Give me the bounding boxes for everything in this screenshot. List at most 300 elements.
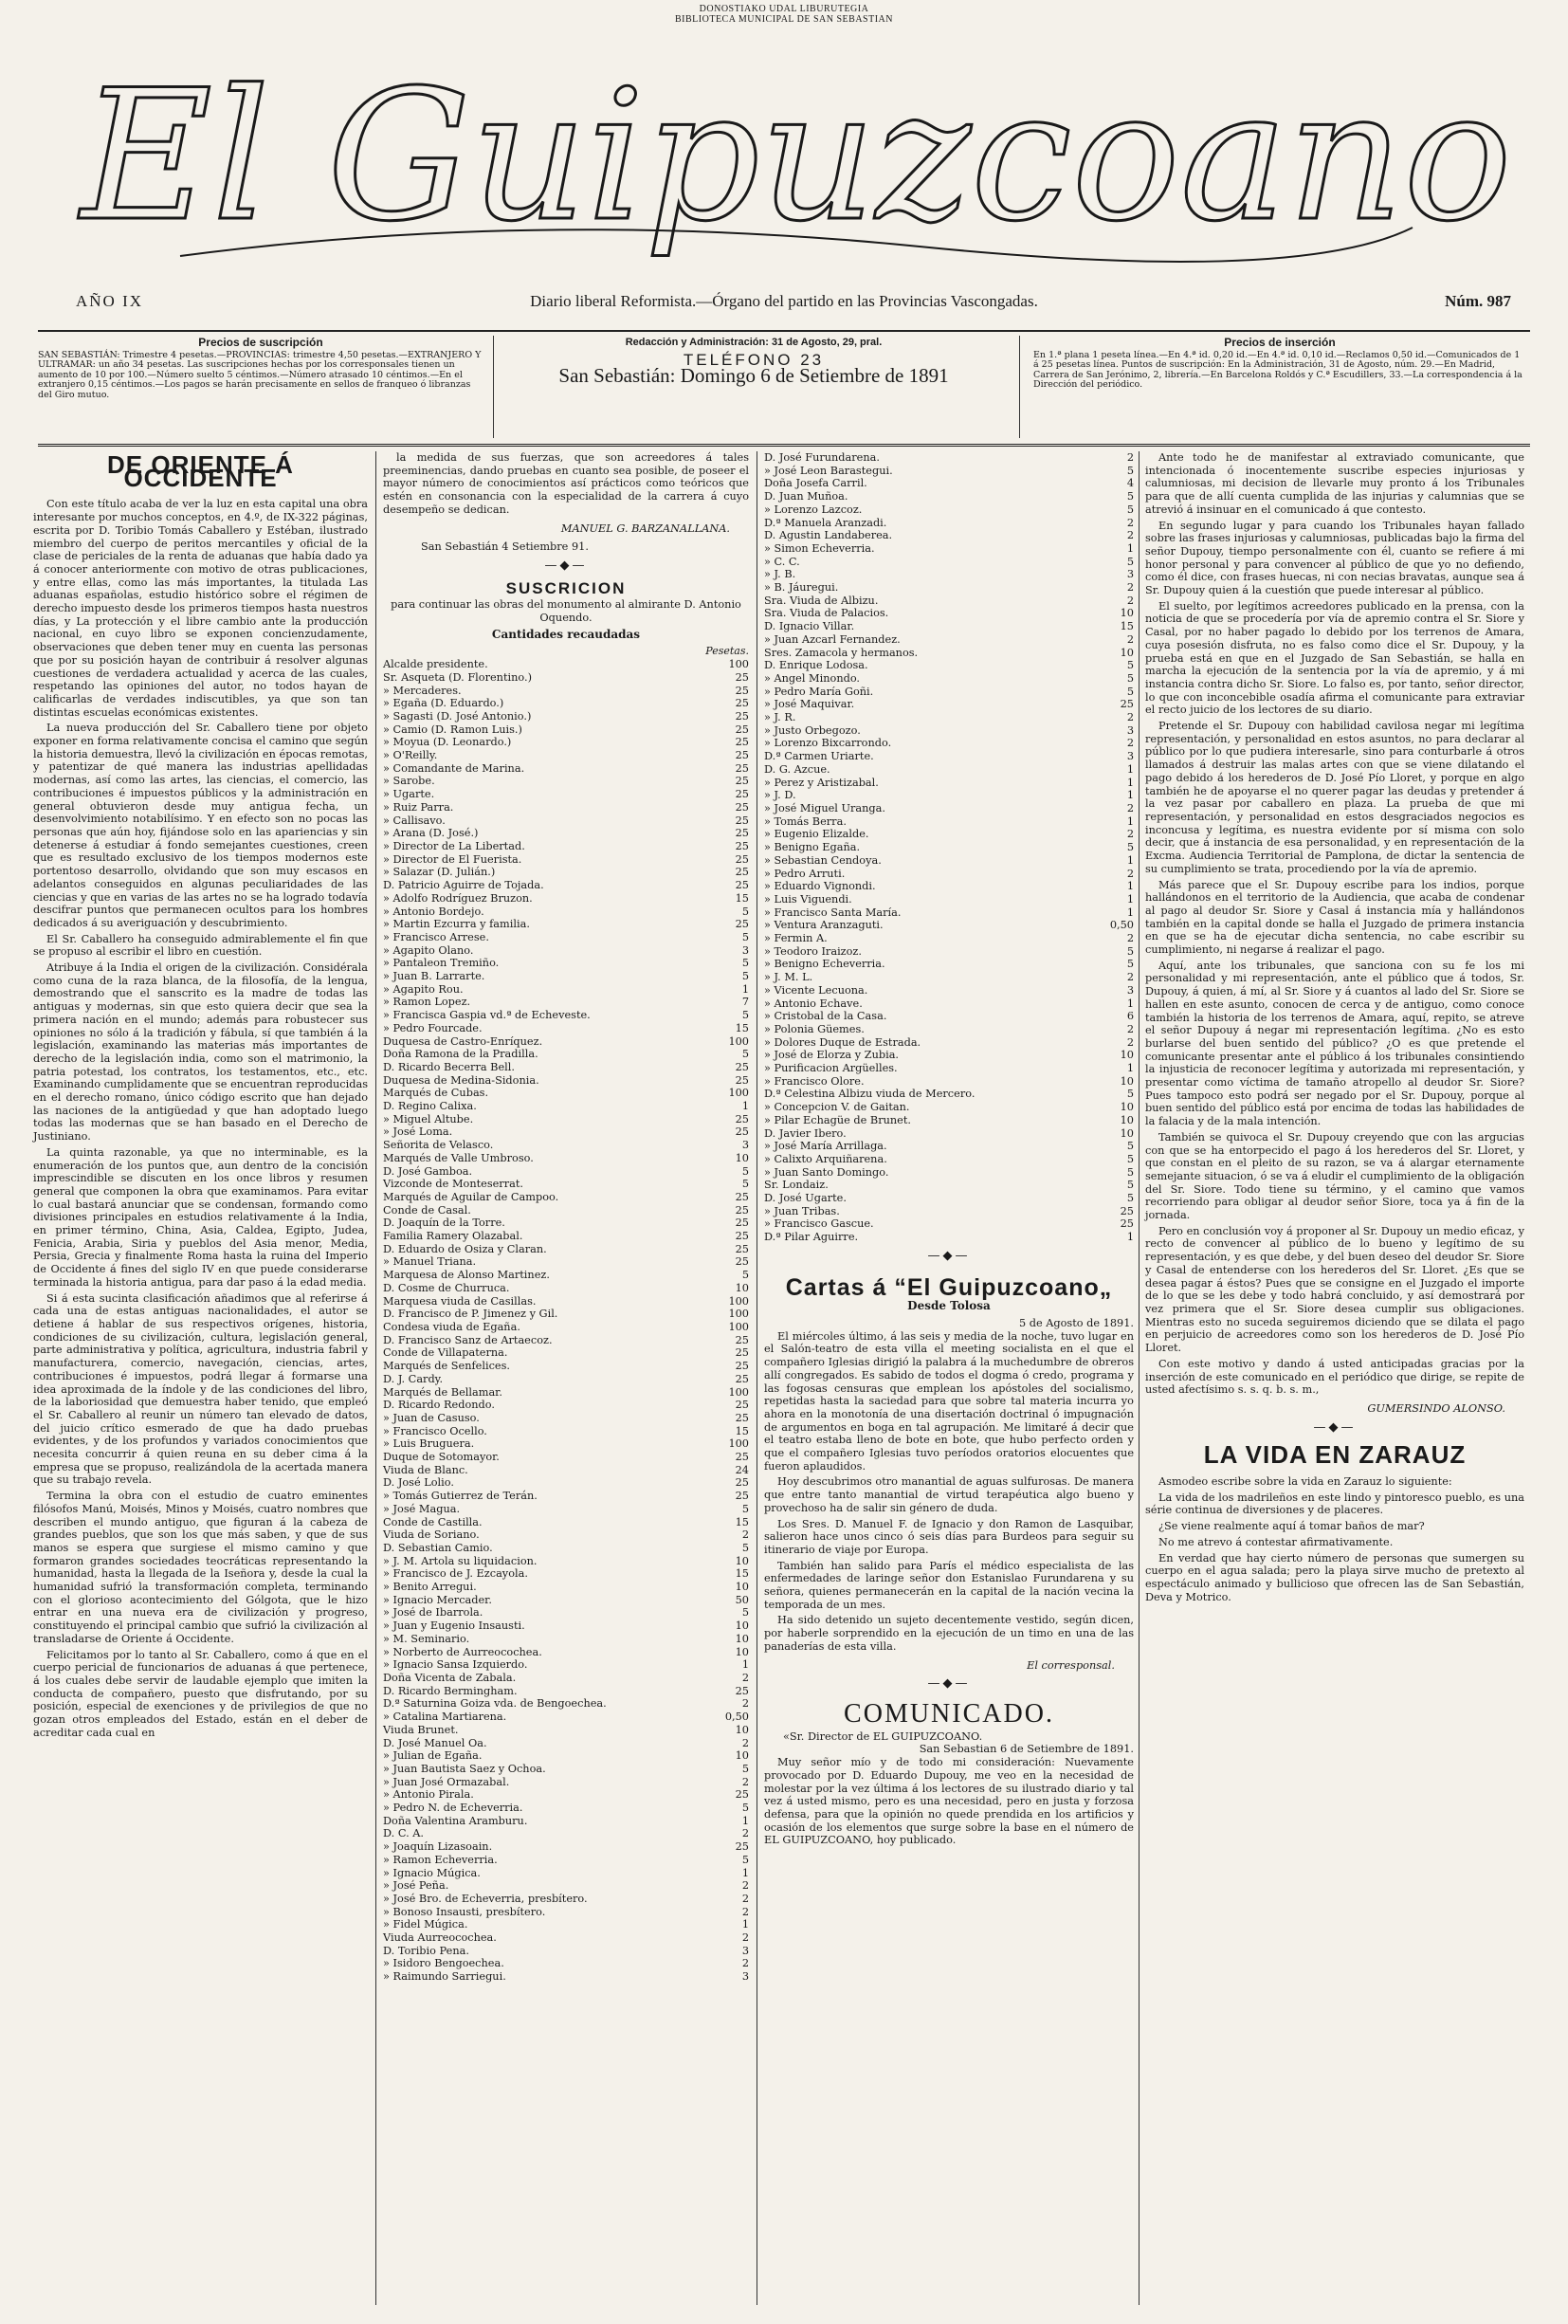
column-2 <box>383 451 749 2305</box>
donor-amount: 25 <box>735 814 749 827</box>
divider <box>1019 336 1020 438</box>
donor-entry <box>764 1217 1134 1231</box>
donor-name: D. Cosme de Churruca. <box>383 1281 510 1294</box>
donor-entry <box>383 1581 749 1594</box>
donor-amount: 25 <box>735 1451 749 1464</box>
donor-name: » José María Arrillaga. <box>764 1140 887 1153</box>
donor-amount: 5 <box>741 1853 749 1866</box>
zarauz-body <box>1145 1475 1524 1603</box>
donor-entry <box>764 581 1134 595</box>
column-rule <box>375 451 376 2305</box>
donor-amount: 5 <box>741 1269 749 1282</box>
donor-name: Viuda de Blanc. <box>383 1463 468 1476</box>
donor-name: D. José Manuel Oa. <box>383 1736 487 1749</box>
donor-amount: 2 <box>1126 516 1134 529</box>
donor-name: » O'Reilly. <box>383 749 438 762</box>
donor-amount: 10 <box>735 1723 749 1736</box>
donor-amount: 10 <box>1120 1101 1134 1114</box>
donor-entry <box>383 892 749 906</box>
donor-amount: 1 <box>1126 776 1134 789</box>
donor-amount: 5 <box>741 1048 749 1061</box>
donor-amount: 25 <box>735 709 749 723</box>
donor-name: Señorita de Velasco. <box>383 1139 494 1152</box>
donor-entry <box>383 1230 749 1243</box>
donor-entry <box>383 814 749 828</box>
donor-entry <box>383 1931 749 1945</box>
paragraph: Ante todo he de manifestar al extraviado comunicante, que intencionada ó inocentemente suscribe especies injuriosas y calumniosas, mi decision de llevarle muy pronto á los Tribunales para que de allí cuenta cumplida de las injurias y calumnias que se atrevió á insinuar en el comunicado á que contesto. <box>1145 451 1524 516</box>
issue-number: Núm. 987 <box>1445 292 1511 310</box>
donor-entry <box>764 906 1134 920</box>
donor-entry <box>383 1061 749 1074</box>
donor-amount: 2 <box>1126 1022 1134 1035</box>
donor-amount: 2 <box>741 1827 749 1840</box>
donor-name: Marqués de Valle Umbroso. <box>383 1151 534 1164</box>
donor-entry <box>764 880 1134 893</box>
donor-name: » Lorenzo Lazcoz. <box>764 503 863 516</box>
donor-name: Marquesa de Alonso Martinez. <box>383 1269 550 1282</box>
donor-name: » José de Ibarrola. <box>383 1606 483 1619</box>
donor-entry <box>764 686 1134 699</box>
donor-amount: 5 <box>1126 1140 1134 1153</box>
phone: TELÉFONO 23 <box>683 350 825 369</box>
donor-amount: 25 <box>735 918 749 931</box>
donor-entry <box>383 1945 749 1958</box>
paragraph: El suelto, por legítimos acreedores publicado en la prensa, con la noticia de que se procedería por vía de apremio contra el Sr. Siore y Casal, por no haber pagado lo debido por los terrenos de Amara, cuya posesión disfruta, no es falso como dice el Sr. Dupouy, y la prueba está en que en el Juzgado de San Sebastián, se halla en marcha la ejecución de la sentencia por la vía de apremio, y á mi instancia contra dicho Sr. Siore. Lo falso es, por tanto, señor director, lo que con inconcebible osadía afirma el comunicante para extraviar el recto juicio de los lectores de su diario. <box>1145 599 1524 717</box>
paragraph: Pero en conclusión voy á proponer al Sr. Dupouy un medio eficaz, y recto de convencer al público de lo bueno y legítimo de su representación, y es que debe, y del buen deseo del deudor Sr. Siore y Casal de entenderse con los herederos del Sr. Lloret. ¿Es que se desea pagar á éstos? Pues que se consigne en el Juzgado el importe de lo que se les debe y todo habrá concluido, y así demostrará por vez primera que el Sr. Siore desea cumplir sus obligaciones. Mientras esto no suceda seguiremos diciendo que se dilata el pago en perjuicio de acreedores como son los herederos de D. José Pío Lloret. <box>1145 1224 1524 1355</box>
donor-name: » José Miguel Uranga. <box>764 801 885 814</box>
donor-amount: 100 <box>728 1034 749 1048</box>
donor-entry <box>383 775 749 788</box>
donor-entry <box>764 841 1134 854</box>
donor-name: » J. D. <box>764 789 796 802</box>
paragraph: Con este título acaba de ver la luz en esta capital una obra interesante por muchos conceptos, en 4.º, de IX-322 páginas, escrita por D. Toribio Tomás Caballero y Estéban, ilustrado miembro del cuerpo de peritos mercantiles y oficial de la clase de periciales de la renta de aduanas que había dado ya á conocer anteriormente con motivo de otras publicaciones, y entre ellas, como las más importantes, la titulada Las aduanas españolas, estudio histórico sobre el régimen de derecho impuesto desde los primeros tiempos hasta nuestros días, y La protección y el libre cambio ante la producción nacional, en cuyo libro se exponen concienzudamente, observaciones que deben tener muy en cuenta las personas que por su posición hayan de contribuir á resolver algunas cuestiones de verdadera actualidad y acerca de las cuales, respetando las opiniones del autor, no todos hayan de calificarlas de verdades indiscutibles, ya que son tan distintas escuelas económicas existentes. <box>33 498 368 719</box>
donor-entry <box>383 1100 749 1113</box>
donor-entry <box>383 736 749 749</box>
donor-entry <box>383 866 749 879</box>
donor-entry <box>764 1114 1134 1127</box>
donor-name: » Juan Bautista Saez y Ochoa. <box>383 1762 546 1775</box>
donor-entry <box>383 1139 749 1152</box>
donor-entry <box>383 1528 749 1542</box>
donor-entry <box>383 1346 749 1360</box>
donor-amount: 15 <box>735 1515 749 1528</box>
donor-amount: 25 <box>1120 1204 1134 1217</box>
donor-entry <box>383 1711 749 1724</box>
comunicado-body <box>764 1756 1134 1847</box>
donor-name: » Vicente Lecuona. <box>764 983 868 997</box>
donor-name: » Simon Echeverria. <box>764 541 875 555</box>
donor-name: » Juan José Ormazabal. <box>383 1775 510 1788</box>
donor-name: Conde de Casal. <box>383 1203 471 1217</box>
donor-amount: 25 <box>735 1190 749 1203</box>
donor-entry <box>764 958 1134 971</box>
donor-entry <box>764 868 1134 881</box>
donor-entry <box>383 1918 749 1931</box>
donor-entry <box>383 723 749 737</box>
donor-amount: 1 <box>1126 997 1134 1010</box>
donor-entry <box>764 1101 1134 1114</box>
donor-amount: 25 <box>735 697 749 710</box>
donor-name: » Salazar (D. Julián.) <box>383 866 496 879</box>
donor-name: » Antonio Bordejo. <box>383 905 484 918</box>
donor-entry <box>383 1022 749 1035</box>
donor-name: » Sagasti (D. José Antonio.) <box>383 709 532 723</box>
donor-name: » Dolores Duque de Estrada. <box>764 1035 921 1049</box>
donor-amount: 2 <box>1126 581 1134 595</box>
donor-name: » Pantaleon Tremiño. <box>383 957 500 970</box>
subscription-list-title: SUSCRICION <box>505 578 627 597</box>
donor-name: Sra. Viuda de Palacios. <box>764 607 889 620</box>
donor-amount: 2 <box>741 1697 749 1711</box>
archive-line-1: DONOSTIAKO UDAL LIBURUTEGIA <box>699 4 869 14</box>
donor-amount: 5 <box>741 970 749 983</box>
donor-name: » Miguel Altube. <box>383 1112 474 1125</box>
donor-name: » Ventura Aranzaguti. <box>764 919 884 932</box>
paragraph: También se quivoca el Sr. Dupouy creyendo que con las argucias con que se ha entorpecido el pago á los herederos del Sr. Lloret, y que constan en el pleito de su razon, se va á alargar eternamente semejante situacion, ó se va á eludir el cumplimiento de la obligación del Sr. Siore. Todo tiene su término, y el camino que vamos recorriendo para obligar al deudor señor Siore, toca ya á fin de la jornada. <box>1145 1130 1524 1222</box>
donor-entry <box>383 1425 749 1438</box>
donor-amount: 15 <box>735 1021 749 1034</box>
donor-amount: 10 <box>735 1151 749 1164</box>
donor-name: D.ª Saturnina Goiza vda. de Bengoechea. <box>383 1697 607 1711</box>
donor-entry <box>764 815 1134 829</box>
donor-entry <box>383 1152 749 1165</box>
donor-entry <box>764 763 1134 777</box>
donor-entry <box>383 671 749 685</box>
donor-entry <box>764 647 1134 660</box>
donor-amount: 10 <box>1120 1074 1134 1088</box>
donor-entry <box>383 1658 749 1672</box>
donor-entry <box>383 983 749 997</box>
donor-amount: 2 <box>741 1879 749 1893</box>
donor-entry <box>383 906 749 919</box>
donor-name: D. C. A. <box>383 1827 425 1840</box>
donor-name: » Concepcion V. de Gaitan. <box>764 1101 910 1114</box>
donor-amount: 15 <box>735 1567 749 1581</box>
donor-name: » Catalina Martiarena. <box>383 1711 507 1724</box>
donor-name: » Lorenzo Bixcarrondo. <box>764 737 892 750</box>
donor-name: » J. M. L. <box>764 971 813 984</box>
paragraph: Con este motivo y dando á usted anticipadas gracias por la inserción de este comunicado en el periódico que dirige, se repite de usted afectísimo s. s. q. b. s. m., <box>1145 1357 1524 1397</box>
paragraph: Atribuye á la India el origen de la civilización. Considérala como cuna de la raza blanca, de la filosofía, de la lengua, demostrando que el sanscrito es la madre de todas las antiguas y modernas, sin que esto quiera decir que sea la primera nación en el mundo; además para robustecer sus opiniones no sólo á la tradición y fábula, sí que también á la legislación, examinando las materias más importantes de derecho de la legislación india, como son el matrimonio, la patria potestad, los contratos, los testamentos, etc., etc. Examinando cumplidamente que se encuentran reproducidas en el derecho romano, único código escrito que han dejado las naciones de la antigüedad y que han adoptado luego todas las modernas que se han basado en el Derecho de Justiniano. <box>33 961 368 1144</box>
donor-name: D. Joaquín de la Torre. <box>383 1217 505 1230</box>
donor-entry <box>764 1205 1134 1218</box>
donor-entry <box>764 1179 1134 1192</box>
donor-name: Conde de Castilla. <box>383 1515 483 1528</box>
donor-entry <box>383 1879 749 1893</box>
donor-name: D.ª Celestina Albizu viuda de Mercero. <box>764 1088 975 1101</box>
donor-amount: 1 <box>1126 814 1134 828</box>
donor-amount: 25 <box>735 761 749 775</box>
donor-name: » Luis Bruguera. <box>383 1437 475 1451</box>
paragraph: ¿Se viene realmente aquí á tomar baños de mar? <box>1158 1520 1425 1533</box>
donor-amount: 5 <box>1126 503 1134 516</box>
donor-amount: 5 <box>741 1541 749 1554</box>
donor-name: » Julian de Egaña. <box>383 1749 483 1763</box>
donor-name: » J. M. Artola su liquidacion. <box>383 1554 538 1567</box>
donor-entry <box>383 918 749 931</box>
paragraph: Muy señor mío y de todo mi consideración: Nuevamente provocado por D. Eduardo Dupouy, me veo en la necesidad de molestar por la vez última á los lectores de su ilustrado diario y tal vez á usted mismo, pero es una necesidad, pero en justa y forzosa defensa, para que la opinión no quede prendida en los artificios y ocasión de los elementos que surge sobre la base en el número de EL GUIPUZCOANO, hoy publicado. <box>764 1756 1134 1847</box>
donor-entry <box>764 556 1134 569</box>
subhead <box>38 292 1530 317</box>
donor-name: D.ª Manuela Aranzadi. <box>764 516 887 529</box>
donor-amount: 15 <box>735 891 749 905</box>
donor-name: Marqués de Aguilar de Campoo. <box>383 1190 559 1203</box>
donor-amount: 25 <box>735 879 749 892</box>
donor-entry <box>764 919 1134 932</box>
paragraph: Asmodeo escribe sobre la vida en Zarauz lo siguiente: <box>1158 1475 1452 1489</box>
donor-entry <box>383 970 749 983</box>
donor-amount: 5 <box>1126 659 1134 672</box>
donor-name: » José Magua. <box>383 1502 461 1515</box>
donor-entry <box>383 1412 749 1425</box>
donor-name: » Benito Arregui. <box>383 1581 477 1594</box>
donor-entry <box>383 1464 749 1477</box>
donor-amount: 25 <box>735 1788 749 1802</box>
donor-name: » Polonia Güemes. <box>764 1022 865 1035</box>
donor-name: » J. B. <box>764 568 796 581</box>
article-signature: MANUEL G. BARZANALLANA. <box>560 522 730 535</box>
donor-amount: 5 <box>741 1502 749 1515</box>
donor-entry <box>764 1140 1134 1153</box>
donor-amount: 10 <box>1120 607 1134 620</box>
article-title: DE ORIENTE Á OCCIDENTE <box>107 450 294 492</box>
subscription-heading: Precios de suscripción <box>198 336 323 349</box>
donor-amount: 1 <box>741 1100 749 1113</box>
donor-name: » Moyua (D. Leonardo.) <box>383 736 512 749</box>
ornament: —◆— <box>1313 1419 1357 1435</box>
donor-amount: 5 <box>1126 1192 1134 1205</box>
donor-name: » Pedro Arruti. <box>764 867 846 880</box>
donor-amount: 24 <box>735 1463 749 1476</box>
paragraph: No me atrevo á contestar afirmativamente. <box>1158 1535 1394 1548</box>
donor-entry <box>764 698 1134 711</box>
donor-entry <box>383 1035 749 1049</box>
issue-date: San Sebastián: Domingo 6 de Setiembre de 1891 <box>558 364 949 387</box>
donor-name: Sres. Zamacola y hermanos. <box>764 646 919 659</box>
donor-entry <box>383 1633 749 1646</box>
donor-entry <box>383 1555 749 1568</box>
comunicado-address: «Sr. Director de EL GUIPUZCOANO. <box>783 1729 983 1743</box>
subscription-box <box>38 338 483 400</box>
donor-amount: 3 <box>1126 983 1134 997</box>
donor-name: Marqués de Cubas. <box>383 1087 489 1100</box>
donor-entry <box>383 1490 749 1503</box>
donor-entry <box>383 1125 749 1139</box>
donor-name: D. José Furundarena. <box>764 451 880 464</box>
donor-name: Viuda Aurreocochea. <box>383 1931 497 1945</box>
donor-amount: 10 <box>735 1554 749 1567</box>
donor-entry <box>764 984 1134 997</box>
donor-entry <box>764 1062 1134 1075</box>
donor-amount: 2 <box>741 1775 749 1788</box>
donor-name: » José Loma. <box>383 1125 453 1139</box>
donor-entry <box>383 1724 749 1737</box>
donor-amount: 1 <box>1126 762 1134 776</box>
donor-entry <box>764 517 1134 530</box>
donor-name: Doña Josefa Carril. <box>764 477 867 490</box>
donor-name: » Angel Minondo. <box>764 671 861 685</box>
donor-amount: 10 <box>1120 646 1134 659</box>
donor-entry <box>383 1788 749 1802</box>
office-address: Redacción y Administración: 31 de Agosto, 29, pral. <box>625 337 883 348</box>
article-body <box>33 498 368 1739</box>
comunicado-signature: GUMERSINDO ALONSO. <box>1367 1401 1505 1415</box>
donor-name: » Ramon Echeverria. <box>383 1853 498 1866</box>
donor-amount: 2 <box>1126 828 1134 841</box>
subscription-body: SAN SEBASTIÁN: Trimestre 4 pesetas.—PROVINCIAS: trimestre 4,50 pesetas.—EXTRANJERO Y ULTRAMAR: un año 34 pesetas. Las suscripciones hechas por los corresponsales tienen un aumento de 10 por 100.—Número suelto 5 céntimos.—Número atrasado 10 céntimos.—En el extranjero 0,15 céntimos.—Los pagos se harán precisamente en sellos de franqueo ó libranzas del Giro mutuo. <box>38 349 482 400</box>
donor-name: Doña Valentina Aramburu. <box>383 1814 528 1827</box>
donor-amount: 5 <box>1126 464 1134 477</box>
donor-amount: 1 <box>741 1866 749 1879</box>
donor-entry <box>764 828 1134 841</box>
donor-name: » C. C. <box>764 555 800 568</box>
donor-entry <box>383 1802 749 1815</box>
currency-label: Pesetas. <box>705 645 749 658</box>
donor-entry <box>383 1178 749 1191</box>
donor-amount: 2 <box>741 1931 749 1945</box>
donor-name: » Benigno Egaña. <box>764 841 861 854</box>
donor-amount: 25 <box>735 1073 749 1087</box>
donor-amount: 25 <box>735 1333 749 1346</box>
donor-name: » Ruiz Parra. <box>383 800 454 814</box>
donor-name: » Ignacio Múgica. <box>383 1866 481 1879</box>
donor-entry <box>383 1906 749 1919</box>
donor-amount: 25 <box>735 1255 749 1269</box>
donor-entry <box>764 529 1134 542</box>
letters-date: 5 de Agosto de 1891. <box>1018 1317 1134 1329</box>
donor-amount: 25 <box>735 1372 749 1385</box>
donor-name: » Mercaderes. <box>383 684 462 697</box>
donor-entry <box>764 893 1134 906</box>
donor-name: D. Francisco Sanz de Artaecoz. <box>383 1333 553 1346</box>
donor-amount: 10 <box>735 1632 749 1645</box>
donor-amount: 2 <box>741 1671 749 1684</box>
donor-entry <box>383 1854 749 1867</box>
donor-entry <box>383 1542 749 1555</box>
office-box <box>502 337 1005 387</box>
article-place-date: San Sebastián 4 Setiembre 91. <box>421 540 589 554</box>
donor-amount: 25 <box>735 1476 749 1490</box>
donor-name: D. Agustin Landaberea. <box>764 529 893 542</box>
comunicado-continuation <box>1145 451 1524 1397</box>
donor-name: » José Peña. <box>383 1879 449 1893</box>
paragraph: En segundo lugar y para cuando los Tribunales hayan fallado sobre las frases injuriosas y calumniosas, publicadas bajo la firma del señor Dupouy, tiempo personalmente con él, cuanto se refiere á mi honor personal y para convencer al público de que yo no defiendo, como él dice, con frases huecas, ni con necias bravatas, aunque sea á Sr. Dupouy quien á la cuestión que puede interesar al público. <box>1145 519 1524 597</box>
article-continuation: la medida de sus fuerzas, que son acreedores á tales preeminencias, dando pruebas en cuanto sea posible, de poseer el mayor número de conocimientos así prácticos como teóricos que estén en consonancia con la especialidad de la carrera á cuyo desempeño se dedican. <box>383 451 749 516</box>
donor-amount: 1 <box>1126 1062 1134 1075</box>
donor-amount: 5 <box>741 930 749 943</box>
donor-name: » Benigno Echeverria. <box>764 958 885 971</box>
donor-entry <box>383 762 749 776</box>
donor-entry <box>383 1503 749 1516</box>
donor-name: » Joaquín Lizasoain. <box>383 1840 493 1854</box>
donor-amount: 2 <box>1126 737 1134 750</box>
insertion-box <box>1033 338 1526 391</box>
donor-amount: 25 <box>735 1112 749 1125</box>
donor-entry <box>764 750 1134 763</box>
donor-amount: 6 <box>1126 1010 1134 1023</box>
paragraph: Hoy descubrimos otro manantial de aguas sulfurosas. De manera que entre tanto manantial de virtud terapéutica algo bueno y provechoso ha de salir sin género de duda. <box>764 1475 1134 1514</box>
donor-name: » José Maquivar. <box>764 698 855 711</box>
donor-name: » Pilar Echagüe de Brunet. <box>764 1113 912 1126</box>
donor-amount: 2 <box>1126 451 1134 464</box>
donor-amount: 15 <box>735 1424 749 1437</box>
donor-entry <box>764 1231 1134 1244</box>
donor-amount: 25 <box>735 684 749 697</box>
donor-amount: 25 <box>1120 1217 1134 1231</box>
donor-name: » Fidel Múgica. <box>383 1918 468 1931</box>
divider <box>493 336 494 438</box>
donor-entry <box>383 840 749 853</box>
donor-entry <box>383 1697 749 1711</box>
donor-amount: 25 <box>735 670 749 684</box>
donor-amount: 1 <box>1126 892 1134 906</box>
donor-entry <box>764 1127 1134 1141</box>
donor-entry <box>764 1010 1134 1023</box>
donor-name: » Francisco Olore. <box>764 1074 865 1088</box>
donor-amount: 25 <box>735 1411 749 1424</box>
donor-entry <box>764 620 1134 633</box>
donor-name: » Juan Azcarl Fernandez. <box>764 632 901 646</box>
donor-amount: 5 <box>1126 841 1134 854</box>
paragraph: Pretende el Sr. Dupouy con habilidad cavilosa negar mi legítima representación, y personalidad en estos asuntos, no para declarar al público por lo que pudiera interesarle, sino para conturbarle á otros llamados á destruir las malas artes con que se viene dilatando el pago debido á los herederos de D. José Pío Lloret, y porque en algo también he de apoyarse el no querer pagar las deudas y pretender á la vez pasar por caballero en plaza. La prueba de que mi representación, y personalidad en estos desgraciados negocios es inconcusa y legítima, es nuestra evidente por sí misma con solo decir, que á instancia de esa personalidad, y en representación de la Excma. Audiencia Territorial de Pamplona, de dictar la sentencia de su cumplimiento se trata, procediendo por la vía de apremio. <box>1145 720 1524 875</box>
year-label: AÑO IX <box>76 292 144 310</box>
donor-name: » Callisavo. <box>383 814 446 827</box>
donor-amount: 10 <box>735 1581 749 1594</box>
donor-entry <box>383 1619 749 1633</box>
donor-amount: 25 <box>735 749 749 762</box>
donor-amount: 100 <box>728 1308 749 1321</box>
donor-amount: 25 <box>735 1125 749 1139</box>
donor-entry <box>764 945 1134 959</box>
donor-amount: 2 <box>1126 1035 1134 1049</box>
donor-name: Sra. Viuda de Albizu. <box>764 594 879 607</box>
donor-name: » Pedro Fourcade. <box>383 1021 483 1034</box>
donor-amount: 4 <box>1126 477 1134 490</box>
donor-amount: 1 <box>741 982 749 996</box>
paragraph: Felicitamos por lo tanto al Sr. Caballero, como á que en el cuerpo pericial de funcionarios de aduanas á que pertenece, á los cuales debe servir de laudable ejemplo que imiten la conducta de compañero, puesto que disfrutando, por su posición, especial de exenciones y de privilegios de que no gozan otros empleados del Estado, están en el deber de acreditar cada cual en <box>33 1648 368 1739</box>
donor-amount: 5 <box>1126 1088 1134 1101</box>
donor-name: » Ugarte. <box>383 788 435 801</box>
column-1 <box>33 451 368 2305</box>
donor-name: » Fermin A. <box>764 932 828 945</box>
donor-entry <box>383 1815 749 1828</box>
donor-name: » Eugenio Elizalde. <box>764 828 869 841</box>
paragraph: La quinta razonable, ya que no interminable, es la enumeración de los puntos que, aun dentro de la concisión imprescindible se discuten en los once libros y resumen general que componen la obra que examinamos. Para evitar lo cual bastará anunciar que se condensan, formando como divisiones principales en estudios relativamente á la India, en primer término, China, Asia, Caldea, Egipto, Judea, Fenicia, Arabia, Siria y pueblos del Asia menor, Media, Persia, Grecia y finalmente Roma hasta la ruina del Imperio de Occidente á fines del siglo IV en que puede considerarse terminada la historia antigua, para dar paso á la edad media. <box>33 1145 368 1289</box>
donor-amount: 25 <box>735 1490 749 1503</box>
donor-name: » Teodoro Iraizoz. <box>764 944 862 958</box>
donor-amount: 1 <box>741 1918 749 1931</box>
donor-amount: 2 <box>741 1892 749 1905</box>
donor-entry <box>383 957 749 970</box>
donor-entry <box>383 1970 749 1984</box>
donor-name: » Arana (D. José.) <box>383 827 479 840</box>
donor-name: » Tomás Gutierrez de Terán. <box>383 1490 538 1503</box>
donor-amount: 5 <box>1126 1179 1134 1192</box>
donor-entry <box>383 1840 749 1854</box>
donor-entry <box>764 802 1134 815</box>
paragraph: La vida de los madrileños en este lindo y pintoresco pueblo, es una série continua de diversiones y de placeres. <box>1145 1491 1524 1517</box>
donor-amount: 2 <box>741 1905 749 1918</box>
donor-name: » Luis Viguendi. <box>764 892 852 906</box>
donor-list <box>383 658 749 1984</box>
donor-name: Condesa viuda de Egaña. <box>383 1321 520 1333</box>
donor-name: » Perez y Aristizabal. <box>764 776 879 789</box>
donor-name: D. J. Cardy. <box>383 1372 444 1385</box>
donor-entry <box>764 542 1134 556</box>
donor-entry <box>383 1567 749 1581</box>
donor-entry <box>383 1282 749 1295</box>
donor-name: D. José Lolio. <box>383 1476 454 1490</box>
